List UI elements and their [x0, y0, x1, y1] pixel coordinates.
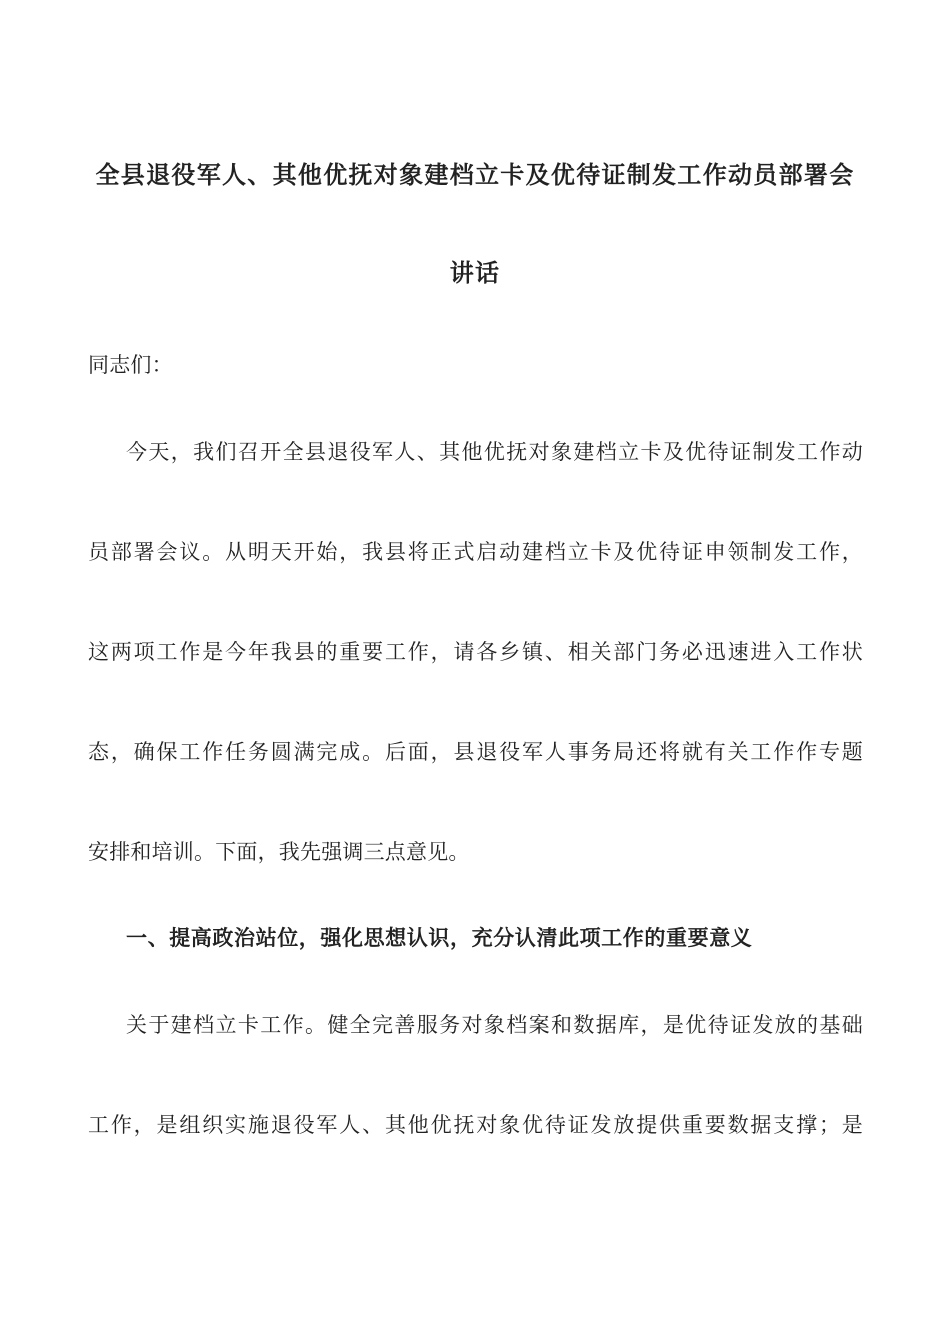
document-title-line-2: 讲话 — [449, 259, 501, 287]
paragraph-1-line-1: 今天，我们召开全县退役军人、其他优抚对象建档立卡及优待证制发工作动 — [126, 440, 863, 464]
paragraph-2-line-2: 工作，是组织实施退役军人、其他优抚对象优待证发放提供重要数据支撑；是 — [88, 1113, 863, 1137]
section-1-heading: 一、提高政治站位，强化思想认识，充分认清此项工作的重要意义 — [126, 926, 753, 950]
paragraph-1-line-3: 这两项工作是今年我县的重要工作，请各乡镇、相关部门务必迅速进入工作状 — [88, 640, 863, 664]
paragraph-2-line-1: 关于建档立卡工作。健全完善服务对象档案和数据库，是优待证发放的基础 — [126, 1013, 863, 1037]
paragraph-1-line-4: 态，确保工作任务圆满完成。后面，县退役军人事务局还将就有关工作作专题 — [88, 740, 863, 764]
document-title-line-1: 全县退役军人、其他优抚对象建档立卡及优待证制发工作动员部署会 — [95, 161, 855, 189]
paragraph-1-line-2: 员部署会议。从明天开始，我县将正式启动建档立卡及优待证申领制发工作， — [88, 540, 863, 564]
salutation: 同志们： — [88, 353, 173, 377]
paragraph-1-line-5: 安排和培训。下面，我先强调三点意见。 — [88, 840, 470, 864]
